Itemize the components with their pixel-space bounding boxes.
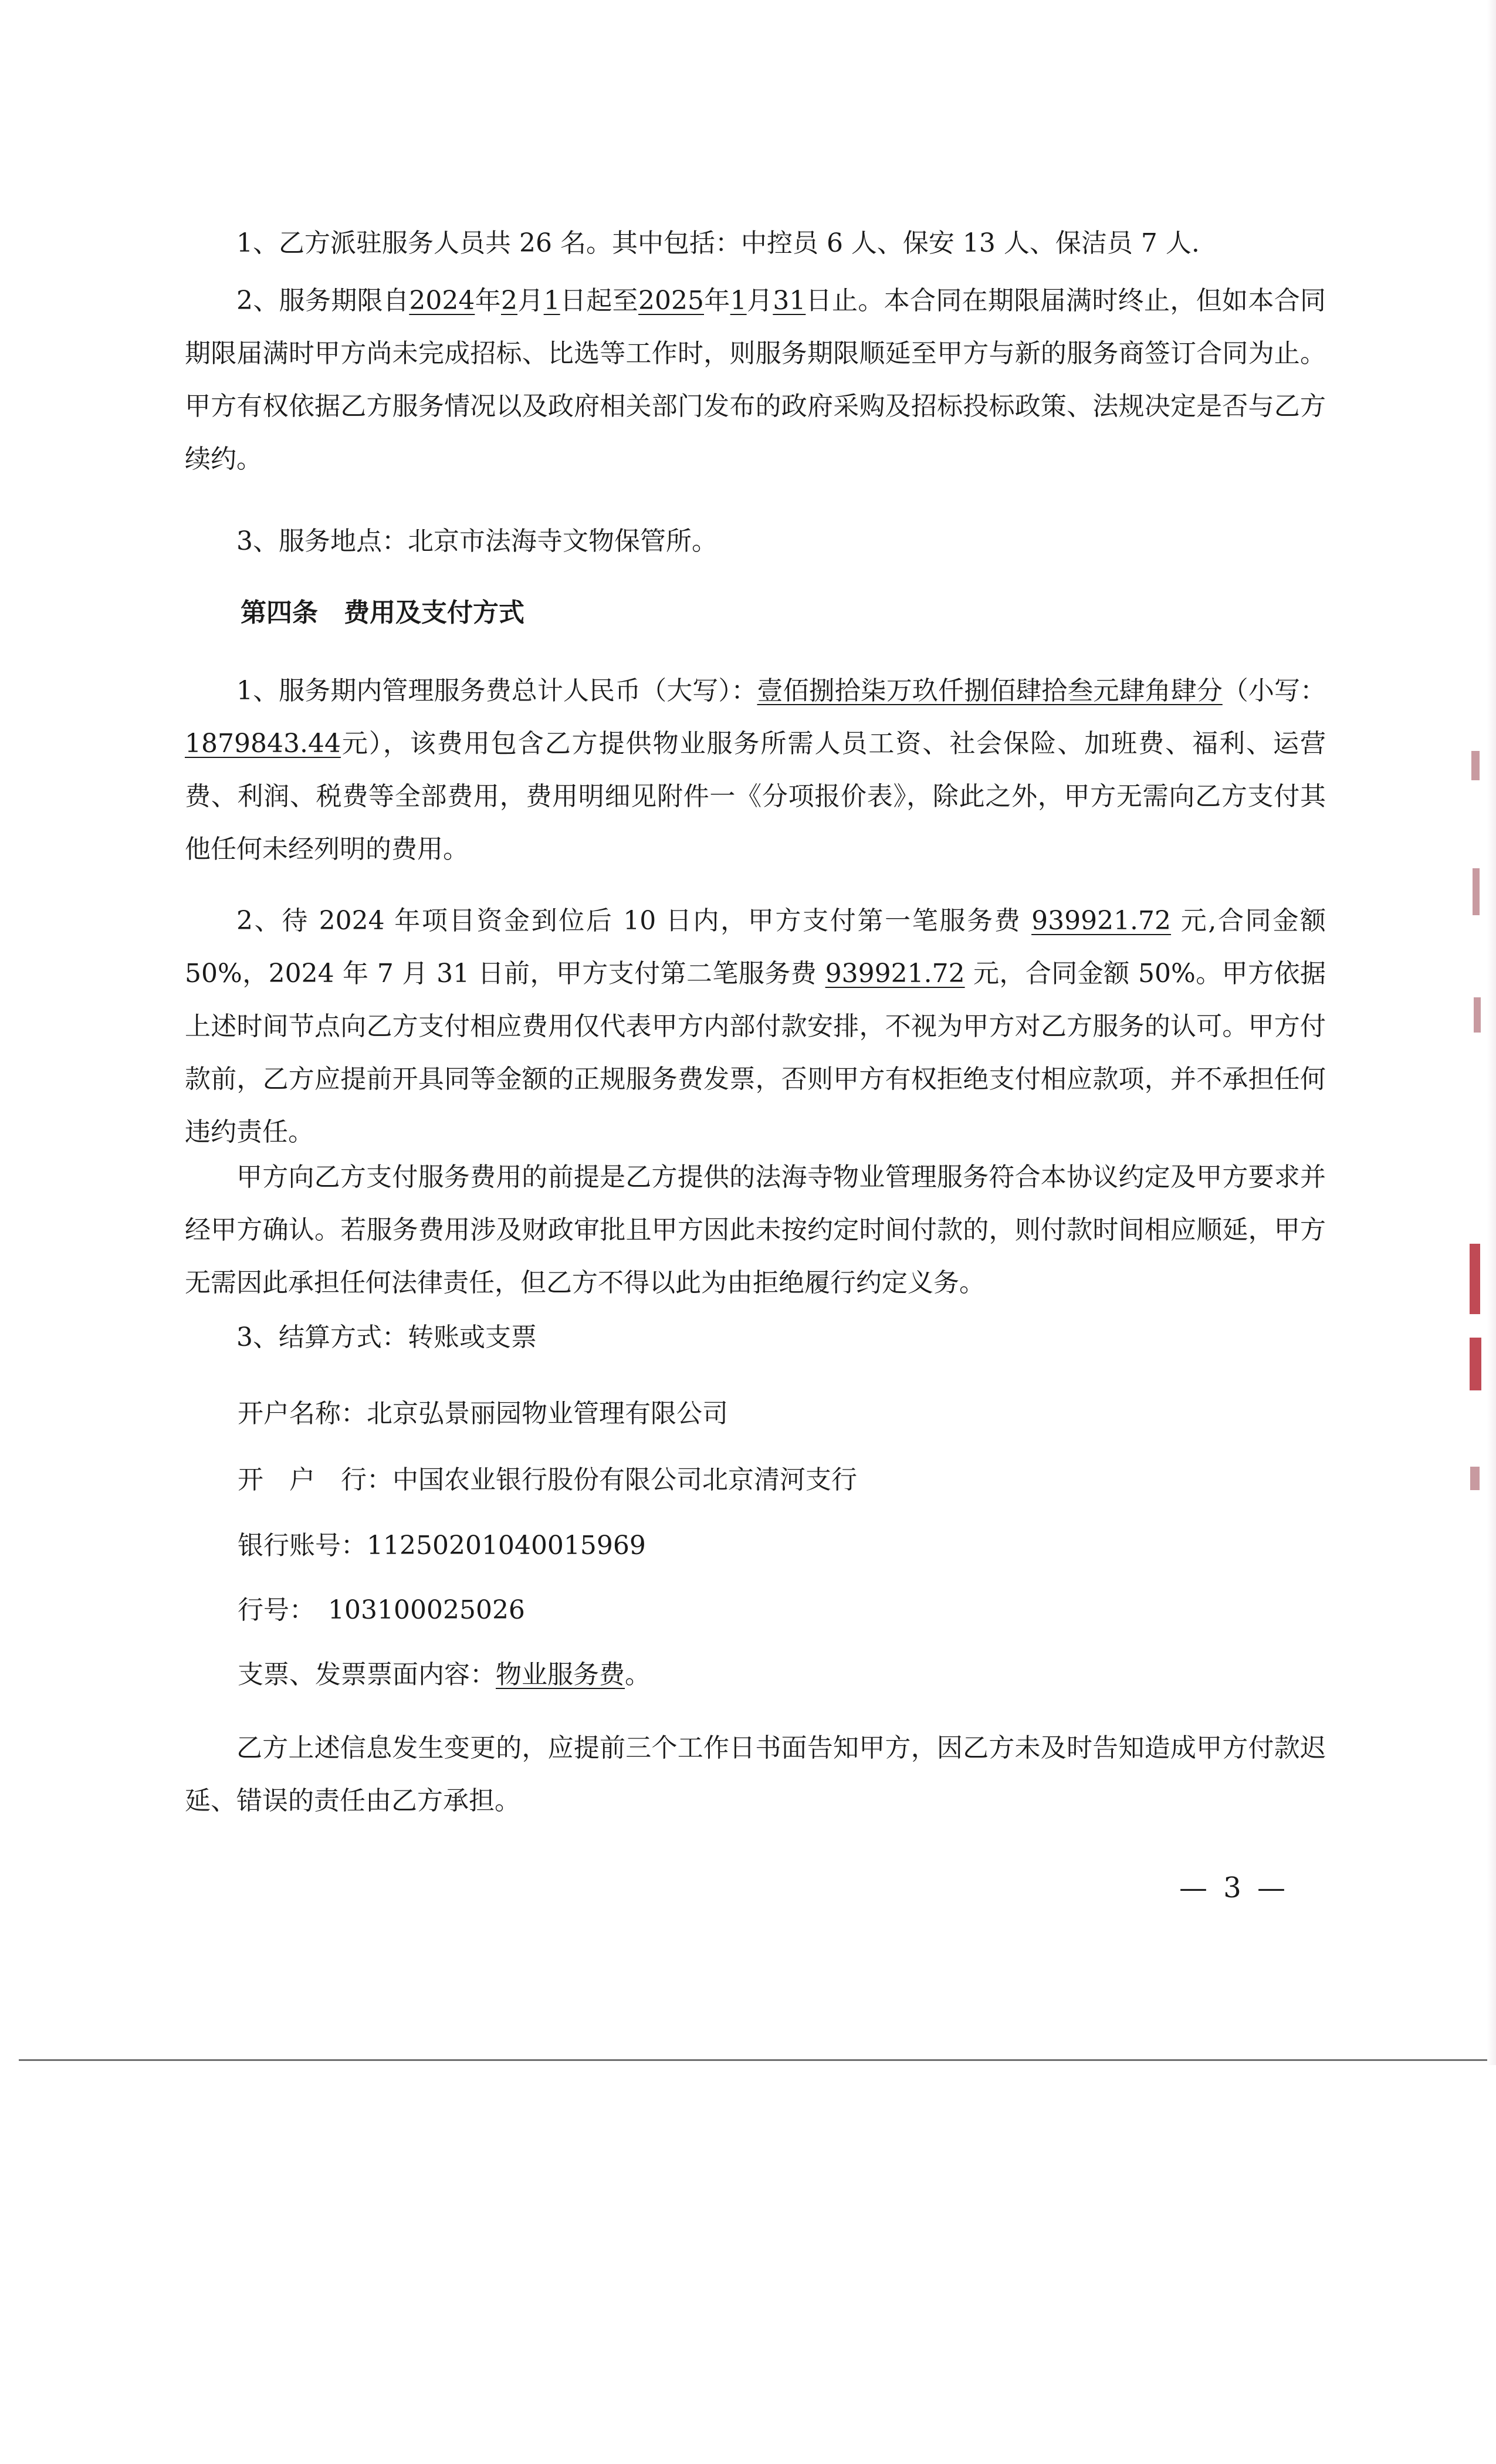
clause-period bbox=[185, 275, 1326, 486]
invoice-end: 。 bbox=[625, 1660, 651, 1690]
seal-fragment bbox=[1474, 997, 1481, 1033]
scan-bottom-edge bbox=[19, 2059, 1491, 2061]
period-t2: 年 bbox=[475, 286, 501, 316]
invoice-content-row bbox=[238, 1657, 651, 1693]
invoice-label: 支票、发票票面内容： bbox=[238, 1660, 496, 1690]
bank-account-number: 银行账号：11250201040015969 bbox=[238, 1531, 646, 1561]
period-t5: 年 bbox=[704, 286, 730, 316]
period-t7: 日止。本合同在期限届满时终止，但如本合同期限届满时甲方尚未完成招标、比选等工作时，则服务期限顺延至甲方与新的服务商签订合同为止。甲方有权依据乙方服务情况以及政府相关部门发布的政府采购及招标投标政策、法规决定是否与乙方续约。 bbox=[185, 286, 1326, 474]
staff-text-a: 1、乙方派驻服务人员共 bbox=[236, 228, 519, 258]
clause-fee bbox=[185, 665, 1326, 876]
fee-amount-words: 壹佰捌拾柒万玖仟捌佰肆拾叁元肆角肆分 bbox=[757, 676, 1223, 706]
bank-name: 开 户 行：中国农业银行股份有限公司北京清河支行 bbox=[238, 1465, 857, 1495]
seal-fragment bbox=[1470, 1467, 1480, 1490]
end-month: 1 bbox=[730, 286, 747, 316]
seal-fragment bbox=[1470, 1244, 1480, 1314]
invoice-content: 物业服务费 bbox=[496, 1660, 625, 1690]
fee-t3: 元），该费用包含乙方提供物业服务所需人员工资、社会保险、加班费、福利、运营费、利润、税费等全部费用，费用明细见附件一《分项报价表》，除此之外，甲方无需向乙方支付其他任何未经列明的费用。 bbox=[185, 729, 1326, 864]
clause-staff bbox=[185, 217, 1326, 270]
payment-t2: 元,合同金额 50%，2024 年 7 月 31 日前，甲方支付第二笔服务费 bbox=[185, 906, 1326, 989]
period-t6: 月 bbox=[746, 286, 773, 316]
fee-t2: （小写： bbox=[1222, 676, 1326, 706]
bank-code: 行号： 103100025026 bbox=[238, 1595, 525, 1625]
staff-total: 26 bbox=[519, 228, 552, 258]
page-number: — 3 — bbox=[1179, 1871, 1289, 1904]
clause-location: 3、服务地点：北京市法海寺文物保管所。 bbox=[236, 526, 717, 556]
fee-amount-number: 1879843.44 bbox=[185, 729, 341, 759]
first-payment-amount: 939921.72 bbox=[1031, 906, 1172, 936]
staff-text-b: 名。其中包括：中控员 6 人、保安 13 人、保洁员 7 人. bbox=[551, 228, 1200, 258]
seal-fragment bbox=[1473, 868, 1480, 915]
seal-fragment bbox=[1470, 1338, 1481, 1390]
seal-fragment bbox=[1471, 751, 1480, 780]
start-day: 1 bbox=[543, 286, 560, 316]
fee-t1: 1、服务期内管理服务费总计人民币（大写）： bbox=[236, 676, 757, 706]
period-t4: 日起至 bbox=[560, 286, 639, 316]
start-year: 2024 bbox=[409, 286, 475, 316]
clause-change-notice: 乙方上述信息发生变更的，应提前三个工作日书面告知甲方，因乙方未及时告知造成甲方付款迟延、错误的责任由乙方承担。 bbox=[185, 1733, 1326, 1816]
scan-right-edge bbox=[1487, 0, 1496, 2065]
period-t1: 2、服务期限自 bbox=[236, 286, 409, 316]
start-month: 2 bbox=[501, 286, 517, 316]
section-heading: 第四条 费用及支付方式 bbox=[241, 598, 524, 628]
bank-account-name: 开户名称：北京弘景丽园物业管理有限公司 bbox=[238, 1399, 728, 1429]
payment-t3: 元，合同金额 50%。甲方依据上述时间节点向乙方支付相应费用仅代表甲方内部付款安排，不视为甲方对乙方服务的认可。甲方付款前，乙方应提前开具同等金额的正规服务费发票，否则甲方有权拒绝支付相应款项，并不承担任何违约责任。 bbox=[185, 959, 1326, 1147]
end-year: 2025 bbox=[638, 286, 704, 316]
payment-t1: 2、待 2024 年项目资金到位后 10 日内，甲方支付第一笔服务费 bbox=[236, 906, 1032, 936]
clause-settlement: 3、结算方式：转账或支票 bbox=[236, 1322, 537, 1352]
clause-premise: 甲方向乙方支付服务费用的前提是乙方提供的法海寺物业管理服务符合本协议约定及甲方要求并经甲方确认。若服务费用涉及财政审批且甲方因此未按约定时间付款的，则付款时间相应顺延，甲方无需因此承担任何法律责任，但乙方不得以此为由拒绝履行约定义务。 bbox=[185, 1162, 1326, 1298]
second-payment-amount: 939921.72 bbox=[825, 959, 965, 989]
end-day: 31 bbox=[773, 286, 806, 316]
clause-payment bbox=[185, 895, 1326, 1159]
period-t3: 月 bbox=[517, 286, 544, 316]
